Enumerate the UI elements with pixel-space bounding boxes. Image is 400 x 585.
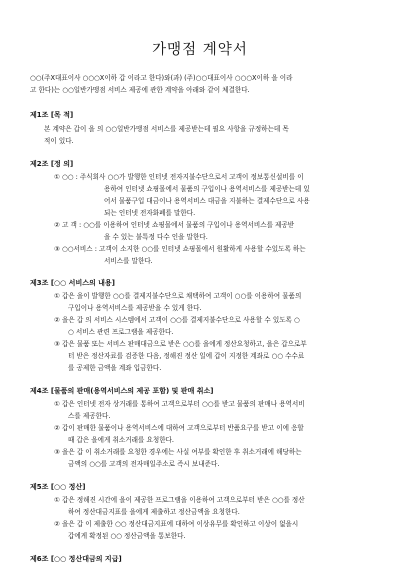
clause-text: 터 받은 정산자료를 검증한 다음, 정해진 정산 일에 갑이 지정한 계좌로 ○○ 수수료 [68, 352, 305, 360]
clause-item: ① 갑은 정해진 시간에 을이 제공한 프로그램을 이용하여 고객으로부터 받은 ○○를 정산 [54, 496, 305, 504]
clause-text: 갑에게 확정된 ○○ 정산금액을 통보한다. [68, 532, 186, 540]
definition-text: 서비스를 말한다. [104, 257, 153, 265]
article-heading: 제2조 [정 의] [30, 160, 74, 168]
definition-item: ③ ○○서비스 : 고객이 소지한 ○○를 인터넷 쇼핑몰에서 원활하게 사용할 수있도록 하는 [54, 245, 306, 253]
clause-item: ① 갑은 을이 발행한 ○○를 결제지불수단으로 채택하여 고객이 ○○를 이용하여 물품의 [54, 292, 302, 300]
clause-item: ② 갑이 판매한 물품이나 용역서비스에 대하여 고객으로부터 반품요구를 받고 이에 응할 [54, 424, 304, 432]
definition-text: 을 수 있는 불특정 다수 인을 말한다. [104, 233, 208, 241]
definition-text: 용하여 인터넷 쇼핑몰에서 물품의 구입이나 용역서비스를 제공받는데 있 [104, 185, 310, 193]
clause-text: ○ 서비스 관련 프로그램을 제공한다. [68, 328, 174, 336]
article-heading: 제6조 [○○ 정산대금의 지급] [30, 555, 122, 563]
clause-item: ② 을은 갑 의 서비스 시스템에서 고객이 ○○를 결제지불수단으로 사용할 수 있도록 ○ [54, 316, 300, 324]
clause-item: ② 을은 갑 이 제출한 ○○ 정산대금지표에 대하여 이상유무를 확인하고 이상이 없을시 [54, 520, 299, 528]
clause-text: 스를 제공한다. [68, 412, 111, 420]
clause-text: 하여 정산대금지표를 을에게 제출하고 정산금액을 요청한다. [68, 508, 240, 516]
article-heading: 제3조 [○○ 서비스의 내용] [30, 279, 115, 287]
definition-item: ② 고 객 : ○○를 이용하여 인터넷 쇼핑몰에서 물품의 구입이나 용역서비스를 제공받 [54, 221, 295, 229]
clause-item: ① 갑은 인터넷 전자 상거래를 통하여 고객으로부터 ○○를 받고 물품의 판매나 용역서비 [54, 400, 305, 408]
article-text: 본 계약은 갑이 을 의 ○○일반가맹점 서비스를 제공받는데 필요 사항을 규정하는데 목 [44, 125, 289, 133]
definition-text: 되는 인터넷 전자화폐를 말한다. [104, 209, 196, 217]
clause-item: ③ 갑은 물품 또는 서비스 판매대금으로 받은 ○○를 을에게 정산요청하고, 을은 갑으로부 [54, 340, 307, 348]
clause-text: 금액의 ○○를 고객의 전자매일주소로 즉시 보내준다. [68, 460, 220, 468]
clause-item: ③ 을은 갑 이 취소거래를 요청한 경우에는 사실 여부를 확인한 후 취소거래에 해당하는 [54, 448, 302, 456]
definition-text: 어서 물품구입 대금이나 용역서비스 대금을 지불하는 결제수단으로 사용 [104, 197, 310, 205]
article-heading: 제4조 [물품의 판매(용역서비스의 제공 포함) 및 판매 취소] [30, 387, 214, 395]
intro-line: ○○(주X대표이사 ○○○X이하 갑 이라고 한다)와(과) (주)○○대표이사 ○○○X이하 을 이라 [30, 74, 293, 82]
clause-text: 구입이나 용역서비스를 제공받을 수 있게 한다. [68, 304, 202, 312]
article-text: 적이 있다. [44, 137, 74, 145]
clause-text: 를 공제한 금액을 계좌 입금한다. [68, 364, 162, 372]
intro-line: 고 한다)는 ○○일반가맹점 서비스 제공에 관한 계약을 아래와 같이 체결한다. [30, 86, 250, 94]
document-title: 가맹점 계약서 [152, 42, 248, 58]
clause-text: 때 갑은 을에게 취소거래를 요청한다. [68, 436, 175, 444]
article-heading: 제1조 [목 적] [30, 111, 74, 119]
definition-item: ① ○○ : 주식회사 ○○가 발행한 인터넷 전자지불수단으로서 고객이 정보통신설비를 이 [54, 173, 304, 181]
article-heading: 제5조 [○○ 정산] [30, 483, 86, 491]
